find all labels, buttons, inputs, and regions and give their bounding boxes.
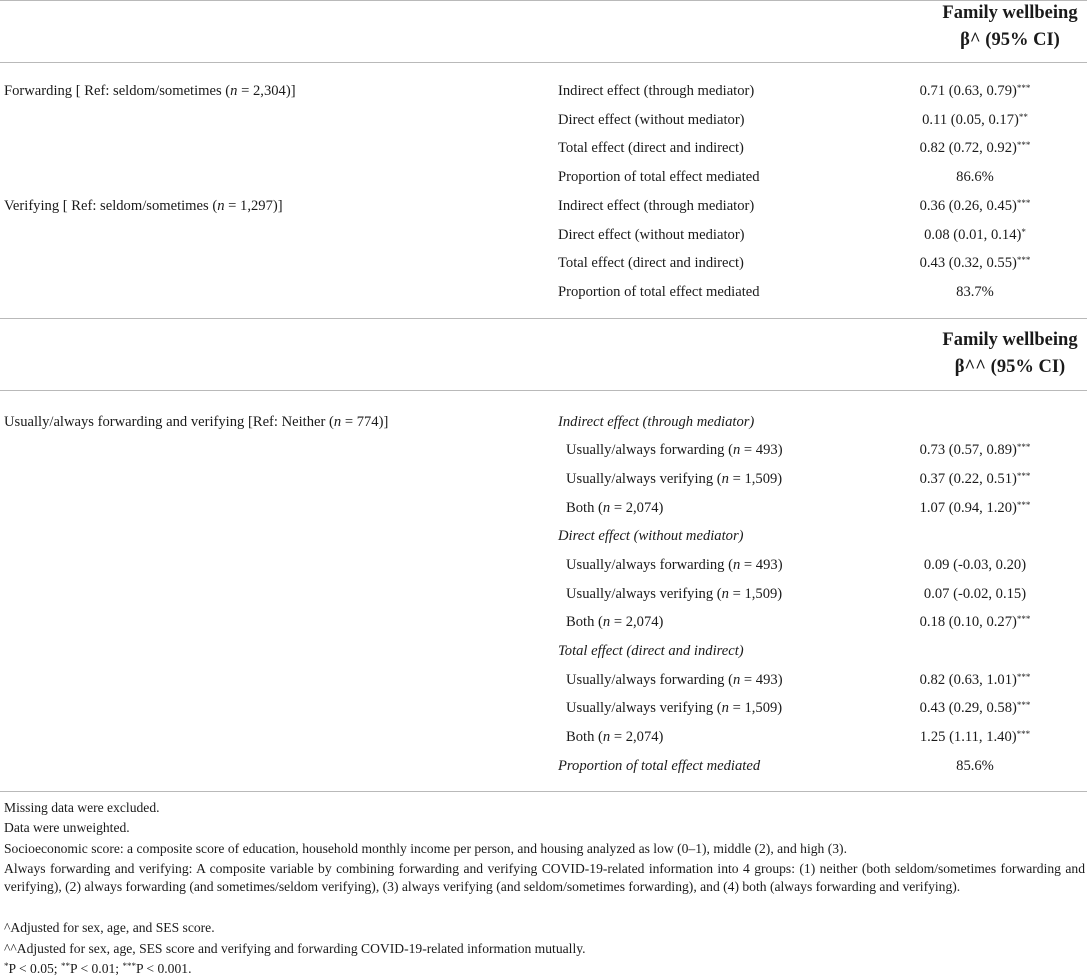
row-value: 0.43 (0.29, 0.58)*** — [919, 700, 1031, 716]
header1-title: Family wellbeing — [942, 3, 1078, 23]
group-heading-total: Total effect (direct and indirect) — [558, 643, 744, 659]
row-label: Both (n = 2,074) — [566, 500, 664, 516]
row-label: Indirect effect (through mediator) — [558, 198, 755, 214]
row-label: Total effect (direct and indirect) — [558, 140, 744, 156]
row-label: Usually/always verifying (n = 1,509) — [566, 700, 783, 716]
row-value: 0.18 (0.10, 0.27)*** — [919, 614, 1031, 630]
row-label: Usually/always verifying (n = 1,509) — [566, 586, 783, 602]
row-value: 1.25 (1.11, 1.40)*** — [919, 729, 1031, 745]
row-value: 1.07 (0.94, 1.20)*** — [919, 500, 1031, 516]
header2-subtitle: β^^ (95% CI) — [954, 357, 1066, 377]
row-label: Usually/always forwarding (n = 493) — [566, 557, 783, 573]
header2-title: Family wellbeing — [942, 330, 1078, 350]
row-label: Both (n = 2,074) — [566, 614, 664, 630]
header1 — [935, 0, 1085, 54]
exposure-verifying: Verifying [ Ref: seldom/sometimes (n = 1,297)] — [4, 198, 283, 214]
footnote: Always forwarding and verifying: A composite variable by combining forwarding and verifying COVID-19-related information into 4 groups: (1) neither (both seldom/sometimes forwarding and verifying), (2) always forwarding (and sometimes/seldom verifying), (3) always verifying (and seldom/sometimes forwarding), and (4) both (always forwarding and verifying). — [4, 861, 1085, 895]
row-value: 0.82 (0.72, 0.92)*** — [919, 140, 1031, 156]
row-value: 0.73 (0.57, 0.89)*** — [919, 442, 1031, 458]
row-value: 0.71 (0.63, 0.79)*** — [919, 83, 1031, 99]
header1-subtitle: β^ (95% CI) — [960, 30, 1060, 50]
row-value: 0.07 (-0.02, 0.15) — [923, 586, 1027, 602]
footnote: Data were unweighted. — [4, 820, 130, 835]
row-value: 0.37 (0.22, 0.51)*** — [919, 471, 1031, 487]
header1-rule — [0, 62, 1087, 63]
row-value: 0.36 (0.26, 0.45)*** — [919, 198, 1031, 214]
row-value: 86.6% — [956, 169, 994, 185]
section-divider — [0, 318, 1087, 319]
row-label: Usually/always forwarding (n = 493) — [566, 442, 783, 458]
row-value: 0.82 (0.63, 1.01)*** — [919, 672, 1031, 688]
footnote: ^^Adjusted for sex, age, SES score and verifying and forwarding COVID-19-related information mutually. — [4, 941, 586, 956]
table-bottom-rule — [0, 791, 1087, 792]
row-label: Usually/always verifying (n = 1,509) — [566, 471, 783, 487]
exposure-combined: Usually/always forwarding and verifying [Ref: Neither (n = 774)] — [4, 414, 389, 430]
row-label: Indirect effect (through mediator) — [558, 83, 755, 99]
row-value: 0.43 (0.32, 0.55)*** — [919, 255, 1031, 271]
group-heading-indirect: Indirect effect (through mediator) — [558, 414, 755, 430]
footnote: Socioeconomic score: a composite score of education, household monthly income per person, and housing analyzed as low (0–1), middle (2), and high (3). — [4, 841, 847, 856]
row-value: 0.09 (-0.03, 0.20) — [923, 557, 1027, 573]
footnote: Missing data were excluded. — [4, 800, 160, 815]
row-label: Direct effect (without mediator) — [558, 227, 745, 243]
significance-footnote: *P < 0.05; **P < 0.01; ***P < 0.001. — [4, 961, 192, 976]
group-heading-direct: Direct effect (without mediator) — [558, 528, 744, 544]
header2-rule — [0, 390, 1087, 391]
row-label: Usually/always forwarding (n = 493) — [566, 672, 783, 688]
footnote: ^Adjusted for sex, age, and SES score. — [4, 920, 215, 935]
row-value: 0.08 (0.01, 0.14)* — [924, 227, 1026, 243]
row-value: 83.7% — [956, 284, 994, 300]
row-label: Direct effect (without mediator) — [558, 112, 745, 128]
proportion-label: Proportion of total effect mediated — [558, 758, 761, 774]
exposure-forwarding: Forwarding [ Ref: seldom/sometimes (n = 2,304)] — [4, 83, 296, 99]
row-label: Proportion of total effect mediated — [558, 169, 760, 185]
row-value: 0.11 (0.05, 0.17)** — [922, 112, 1028, 128]
row-label: Total effect (direct and indirect) — [558, 255, 744, 271]
row-label: Proportion of total effect mediated — [558, 284, 760, 300]
proportion-value: 85.6% — [956, 758, 994, 774]
header2 — [935, 327, 1085, 381]
table-top-rule — [0, 0, 1087, 1]
row-label: Both (n = 2,074) — [566, 729, 664, 745]
